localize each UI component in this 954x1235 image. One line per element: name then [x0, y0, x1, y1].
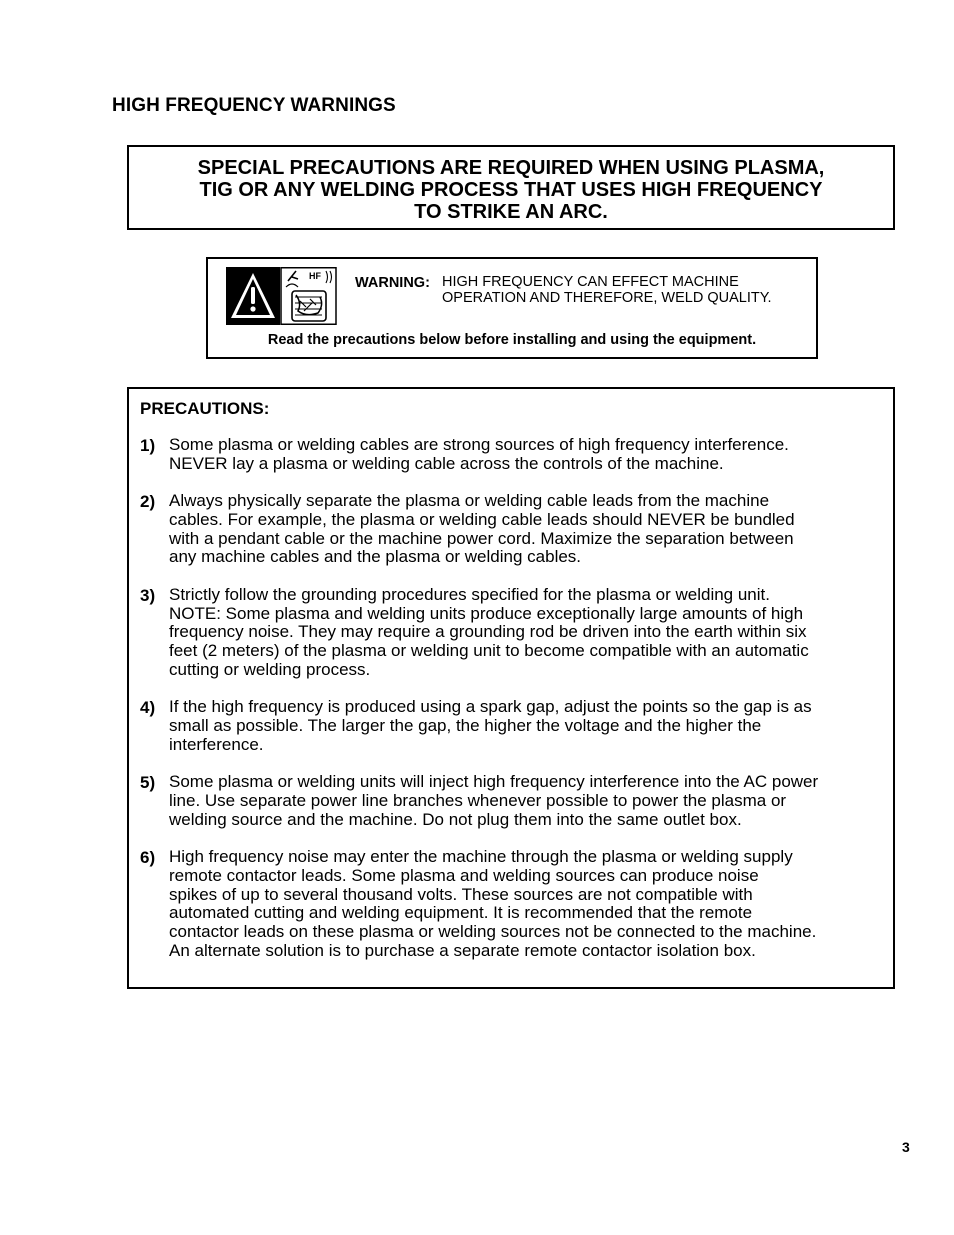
- warning-text-line: OPERATION AND THEREFORE, WELD QUALITY.: [442, 289, 772, 306]
- precaution-line: Some plasma or welding cables are strong sources of high frequency interference.: [169, 435, 789, 454]
- precaution-line: An alternate solution is to purchase a separate remote contactor isolation box.: [169, 941, 756, 961]
- precaution-item: [140, 436, 885, 474]
- precaution-line: If the high frequency is produced using a spark gap, adjust the points so the gap is as: [169, 697, 812, 717]
- precautions-heading: PRECAUTIONS:: [140, 399, 270, 418]
- precaution-line: small as possible. The larger the gap, the higher the voltage and the higher the: [169, 716, 762, 736]
- precaution-number: 1): [140, 436, 156, 455]
- precaution-item: [140, 848, 885, 961]
- section-title: HIGH FREQUENCY WARNINGS: [112, 95, 396, 116]
- page-number: 3: [902, 1139, 910, 1155]
- high-frequency-icon: [281, 268, 336, 325]
- special-precautions-box: [127, 145, 895, 230]
- warning-icons: [226, 267, 336, 325]
- warning-text: [442, 275, 772, 306]
- precautions-list: [140, 436, 885, 979]
- precaution-line: spikes of up to several thousand volts. These sources are not compatible with: [169, 884, 753, 904]
- precaution-line: remote contactor leads. Some plasma and welding sources can produce noise: [169, 865, 759, 885]
- precaution-line: with a pendant cable or the machine power cord. Maximize the separation between: [169, 528, 794, 548]
- precaution-item: [140, 773, 885, 829]
- precaution-number: 5): [140, 773, 156, 793]
- precaution-line: cables. For example, the plasma or welding cable leads should NEVER be bundled: [169, 509, 795, 529]
- precaution-line: automated cutting and welding equipment. It is recommended that the remote: [169, 903, 753, 923]
- precaution-line: NEVER lay a plasma or welding cable across the controls of the machine.: [169, 453, 724, 473]
- precaution-number: 3): [140, 585, 156, 605]
- warning-triangle-icon: [226, 267, 280, 325]
- precaution-line: interference.: [169, 734, 264, 754]
- precaution-item: [140, 492, 885, 567]
- special-precautions-line: TO STRIKE AN ARC.: [414, 201, 608, 223]
- precaution-line: High frequency noise may enter the machine through the plasma or welding supply: [169, 847, 793, 867]
- precaution-line: cutting or welding process.: [169, 659, 371, 679]
- precaution-line: welding source and the machine. Do not plug them into the same outlet box.: [169, 809, 742, 829]
- warning-box: [206, 257, 818, 359]
- precaution-number: 2): [140, 492, 156, 512]
- special-precautions-line: TIG OR ANY WELDING PROCESS THAT USES HIGH FREQUENCY: [199, 179, 823, 201]
- precaution-line: contactor leads on these plasma or welding sources not be connected to the machine.: [169, 922, 817, 942]
- precaution-number: 6): [140, 848, 156, 868]
- precaution-item: [140, 586, 885, 680]
- precaution-item: [140, 698, 885, 754]
- warning-text-line: HIGH FREQUENCY CAN EFFECT MACHINE: [442, 274, 739, 290]
- precaution-line: Strictly follow the grounding procedures specified for the plasma or welding unit.: [169, 584, 770, 604]
- precaution-line: feet (2 meters) of the plasma or welding unit to become compatible with an automatic: [169, 641, 809, 661]
- precaution-line: line. Use separate power line branches whenever possible to power the plasma or: [169, 790, 787, 810]
- precaution-line: NOTE: Some plasma and welding units produce exceptionally large amounts of high: [169, 603, 804, 623]
- precaution-line: Some plasma or welding units will inject high frequency interference into the AC power: [169, 772, 819, 792]
- precaution-line: Always physically separate the plasma or welding cable leads from the machine: [169, 491, 770, 511]
- warning-label: WARNING:: [355, 275, 430, 291]
- precaution-number: 4): [140, 698, 156, 718]
- read-precautions-notice: Read the precautions below before installing and using the equipment.: [267, 332, 757, 348]
- precaution-line: frequency noise. They may require a grounding rod be driven into the earth within six: [169, 622, 807, 642]
- precautions-box: [127, 387, 895, 989]
- hf-label: HF: [309, 271, 321, 281]
- special-precautions-line: SPECIAL PRECAUTIONS ARE REQUIRED WHEN USING PLASMA,: [197, 157, 825, 179]
- precaution-line: any machine cables and the plasma or welding cables.: [169, 547, 582, 567]
